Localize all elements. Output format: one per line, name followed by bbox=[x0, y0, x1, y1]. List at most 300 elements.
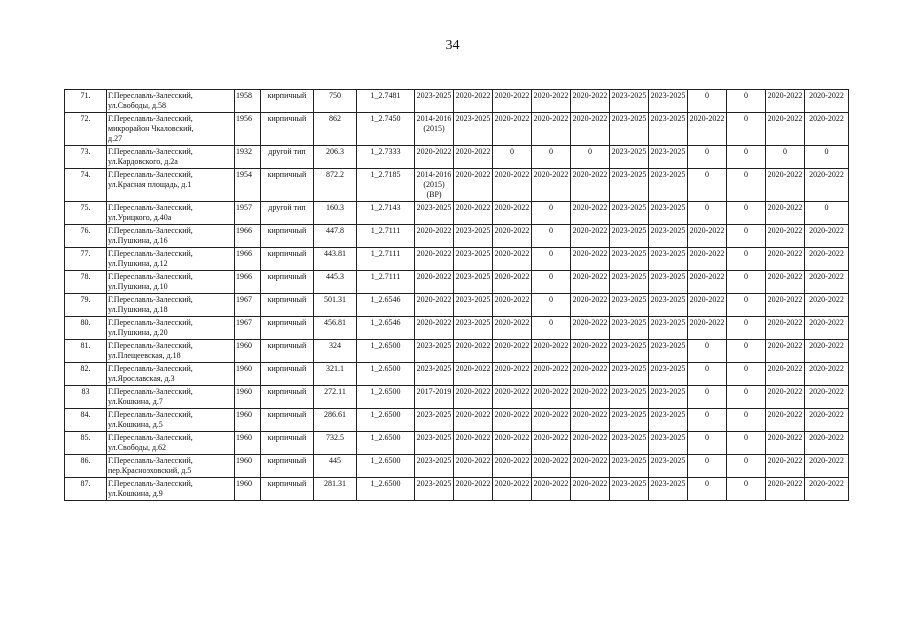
wall-material-cell: кирпичный bbox=[261, 271, 314, 294]
repair-period-cell: 2023-2025 bbox=[454, 248, 493, 271]
repair-period-cell: 0 bbox=[766, 146, 805, 169]
repair-period-cell: 0 bbox=[727, 409, 766, 432]
address-line: Г.Переславль-Залесский, bbox=[108, 91, 193, 100]
address-cell bbox=[107, 271, 235, 294]
repair-period-cell: 2023-2025 bbox=[415, 363, 454, 386]
repair-period-cell: 0 bbox=[532, 202, 571, 225]
repair-period-cell: 2020-2022 bbox=[766, 271, 805, 294]
address-line: ул.Кошкина, д.9 bbox=[108, 489, 163, 498]
build-year-cell: 1966 bbox=[235, 271, 261, 294]
repair-period-cell: 2020-2022 bbox=[493, 248, 532, 271]
row-number-cell: 81. bbox=[65, 340, 107, 363]
area-cell: 445.3 bbox=[314, 271, 357, 294]
repair-period-cell: 0 bbox=[688, 455, 727, 478]
housing-registry-table bbox=[64, 89, 849, 501]
repair-period-cell: 2023-2025 bbox=[454, 317, 493, 340]
repair-period-cell: 2020-2022 bbox=[454, 432, 493, 455]
address-line: Г.Переславль-Залесский, bbox=[108, 170, 193, 179]
table-row bbox=[65, 146, 849, 169]
repair-period-cell: 0 bbox=[688, 202, 727, 225]
repair-period-cell: 0 bbox=[727, 432, 766, 455]
repair-period-cell: 2020-2022 bbox=[493, 225, 532, 248]
address-line: Г.Переславль-Залесский, bbox=[108, 387, 193, 396]
house-code-cell: 1_2.7481 bbox=[357, 90, 415, 113]
repair-period-cell: 2020-2022 bbox=[532, 340, 571, 363]
address-cell bbox=[107, 455, 235, 478]
address-cell bbox=[107, 317, 235, 340]
repair-period-cell: 2020-2022 bbox=[571, 478, 610, 501]
address-cell bbox=[107, 409, 235, 432]
row-number-cell: 87. bbox=[65, 478, 107, 501]
address-line: Г.Переславль-Залесский, bbox=[108, 410, 193, 419]
repair-period-cell: 2023-2025 bbox=[415, 202, 454, 225]
repair-period-cell: 0 bbox=[805, 146, 849, 169]
repair-period-cell: 2023-2025 bbox=[649, 340, 688, 363]
repair-period-cell: 2023-2025 bbox=[649, 363, 688, 386]
repair-period-cell: 2020-2022 bbox=[805, 455, 849, 478]
repair-period-cell: 2023-2025 bbox=[415, 340, 454, 363]
area-cell: 206.3 bbox=[314, 146, 357, 169]
repair-period-cell: 2020-2022 bbox=[532, 432, 571, 455]
repair-period-cell: 0 bbox=[532, 294, 571, 317]
repair-period-cell: 2023-2025 bbox=[415, 478, 454, 501]
repair-period-cell: 2020-2022 bbox=[454, 90, 493, 113]
repair-period-cell: 2023-2025 bbox=[454, 294, 493, 317]
repair-period-cell: 2020-2022 bbox=[493, 409, 532, 432]
repair-period-cell: 2023-2025 bbox=[415, 432, 454, 455]
repair-period-cell: 0 bbox=[727, 317, 766, 340]
repair-period-cell: 0 bbox=[805, 202, 849, 225]
repair-period-cell: 2020-2022 bbox=[805, 478, 849, 501]
build-year-cell: 1960 bbox=[235, 409, 261, 432]
area-cell: 160.3 bbox=[314, 202, 357, 225]
address-line: Г.Переславль-Залесский, bbox=[108, 147, 193, 156]
repair-period-cell: 2020-2022 bbox=[493, 455, 532, 478]
repair-period-cell: 2020-2022 bbox=[415, 271, 454, 294]
repair-period-cell: 2023-2025 bbox=[610, 409, 649, 432]
repair-period-cell: 0 bbox=[688, 432, 727, 455]
repair-period-cell: 0 bbox=[727, 455, 766, 478]
repair-period-cell: 2020-2022 bbox=[571, 113, 610, 146]
repair-period-cell: 2023-2025 bbox=[649, 271, 688, 294]
repair-period-cell: 2020-2022 bbox=[493, 317, 532, 340]
repair-period-cell: 2023-2025 bbox=[454, 225, 493, 248]
repair-period-cell: 2017-2019 bbox=[415, 386, 454, 409]
repair-period-cell: 2020-2022 bbox=[766, 455, 805, 478]
repair-period-cell: 2023-2025 bbox=[610, 90, 649, 113]
repair-period-cell: 0 bbox=[727, 146, 766, 169]
address-line: Г.Переславль-Залесский, bbox=[108, 249, 193, 258]
repair-period-cell: 2020-2022 bbox=[688, 294, 727, 317]
address-cell bbox=[107, 248, 235, 271]
address-line: ул.Кардовского, д.2а bbox=[108, 157, 178, 166]
repair-period-cell: 0 bbox=[493, 146, 532, 169]
wall-material-cell: другой тип bbox=[261, 146, 314, 169]
repair-period-cell: 0 bbox=[688, 90, 727, 113]
repair-period-cell: 2023-2025 bbox=[649, 248, 688, 271]
build-year-cell: 1960 bbox=[235, 432, 261, 455]
house-code-cell: 1_2.6500 bbox=[357, 363, 415, 386]
address-line: Г.Переславль-Залесский, bbox=[108, 295, 193, 304]
row-number-cell: 77. bbox=[65, 248, 107, 271]
repair-period-cell: 2023-2025 bbox=[415, 455, 454, 478]
repair-period-cell: 2020-2022 bbox=[532, 113, 571, 146]
repair-period-cell: 0 bbox=[727, 363, 766, 386]
repair-period-cell: 2020-2022 bbox=[532, 169, 571, 202]
wall-material-cell: другой тип bbox=[261, 202, 314, 225]
repair-period-cell: 2023-2025 bbox=[610, 455, 649, 478]
repair-period-cell: 2020-2022 bbox=[766, 317, 805, 340]
area-cell: 321.1 bbox=[314, 363, 357, 386]
repair-period-cell: 2020-2022 bbox=[571, 248, 610, 271]
repair-period-cell: 2020-2022 bbox=[571, 271, 610, 294]
address-line: ул.Красная площадь, д.1 bbox=[108, 180, 192, 189]
build-year-cell: 1966 bbox=[235, 248, 261, 271]
area-cell: 732.5 bbox=[314, 432, 357, 455]
wall-material-cell: кирпичный bbox=[261, 169, 314, 202]
row-number-cell: 76. bbox=[65, 225, 107, 248]
repair-period-cell: 2020-2022 bbox=[766, 409, 805, 432]
repair-period-cell: 2023-2025 bbox=[649, 294, 688, 317]
build-year-cell: 1967 bbox=[235, 294, 261, 317]
row-number-cell: 84. bbox=[65, 409, 107, 432]
table-row bbox=[65, 294, 849, 317]
address-cell bbox=[107, 363, 235, 386]
repair-period-cell: 2023-2025 bbox=[415, 409, 454, 432]
build-year-cell: 1966 bbox=[235, 225, 261, 248]
wall-material-cell: кирпичный bbox=[261, 478, 314, 501]
repair-period-cell: 0 bbox=[688, 478, 727, 501]
repair-period-cell: 2020-2022 bbox=[766, 202, 805, 225]
build-year-cell: 1960 bbox=[235, 455, 261, 478]
repair-period-cell: 2020-2022 bbox=[415, 248, 454, 271]
repair-period-cell: 2020-2022 bbox=[454, 202, 493, 225]
address-line: ул.Пушкина, д.12 bbox=[108, 259, 168, 268]
repair-period-cell: 2020-2022 bbox=[766, 294, 805, 317]
address-line: Г.Переславль-Залесский, bbox=[108, 226, 193, 235]
area-cell: 324 bbox=[314, 340, 357, 363]
area-cell: 501.31 bbox=[314, 294, 357, 317]
row-number-cell: 83 bbox=[65, 386, 107, 409]
table-row bbox=[65, 271, 849, 294]
repair-period-cell: 2020-2022 bbox=[805, 317, 849, 340]
table-row bbox=[65, 455, 849, 478]
repair-period-cell: 2023-2025 bbox=[649, 225, 688, 248]
area-cell: 750 bbox=[314, 90, 357, 113]
repair-period-cell: 2020-2022 bbox=[688, 271, 727, 294]
row-number-cell: 80. bbox=[65, 317, 107, 340]
repair-period-cell: 0 bbox=[727, 340, 766, 363]
repair-period-cell: 2020-2022 bbox=[571, 90, 610, 113]
row-number-cell: 85. bbox=[65, 432, 107, 455]
repair-period-cell: 2020-2022 bbox=[493, 113, 532, 146]
repair-period-cell: 0 bbox=[532, 248, 571, 271]
table-row bbox=[65, 202, 849, 225]
repair-period-cell: 2023-2025 bbox=[610, 271, 649, 294]
table-row bbox=[65, 386, 849, 409]
address-line: Г.Переславль-Залесский, bbox=[108, 364, 193, 373]
repair-period-cell: 2023-2025 bbox=[610, 113, 649, 146]
repair-period-cell: 0 bbox=[688, 169, 727, 202]
repair-period-cell: 2020-2022 bbox=[571, 317, 610, 340]
repair-period-cell: 2020-2022 bbox=[766, 225, 805, 248]
repair-period-cell: 2023-2025 bbox=[649, 386, 688, 409]
address-line: Г.Переславль-Залесский, bbox=[108, 114, 193, 123]
repair-period-cell: 2020-2022 bbox=[571, 386, 610, 409]
house-code-cell: 1_2.6546 bbox=[357, 317, 415, 340]
repair-period-cell: 2023-2025 bbox=[610, 478, 649, 501]
repair-period-cell: 2020-2022 bbox=[454, 340, 493, 363]
repair-period-cell: 0 bbox=[532, 317, 571, 340]
repair-period-cell: 2023-2025 bbox=[649, 478, 688, 501]
address-cell bbox=[107, 478, 235, 501]
table-row bbox=[65, 340, 849, 363]
house-code-cell: 1_2.6500 bbox=[357, 455, 415, 478]
repair-period-cell: 2023-2025 bbox=[454, 271, 493, 294]
area-cell: 862 bbox=[314, 113, 357, 146]
repair-period-cell: 2023-2025 bbox=[649, 317, 688, 340]
address-line: ул.Урицкого, д.40а bbox=[108, 213, 172, 222]
address-line: ул.Пушкина, д.18 bbox=[108, 305, 168, 314]
repair-period-cell: 0 bbox=[727, 386, 766, 409]
repair-period-cell: 0 bbox=[727, 294, 766, 317]
address-line: ул.Пушкина, д.20 bbox=[108, 328, 168, 337]
address-line: ул.Кошкина, д.5 bbox=[108, 420, 163, 429]
table-row bbox=[65, 248, 849, 271]
build-year-cell: 1956 bbox=[235, 113, 261, 146]
repair-period-cell: 2023-2025 bbox=[649, 90, 688, 113]
repair-period-cell: 2020-2022 bbox=[571, 225, 610, 248]
repair-period-cell: 2023-2025 bbox=[610, 248, 649, 271]
repair-period-cell: 2020-2022 bbox=[454, 363, 493, 386]
repair-period-cell: 2020-2022 bbox=[571, 202, 610, 225]
repair-period-cell: 2020-2022 bbox=[454, 409, 493, 432]
area-cell: 272.11 bbox=[314, 386, 357, 409]
address-line: Г.Переславль-Залесский, bbox=[108, 456, 193, 465]
repair-period-cell: 0 bbox=[688, 363, 727, 386]
repair-period-cell: 0 bbox=[727, 90, 766, 113]
house-code-cell: 1_2.7111 bbox=[357, 248, 415, 271]
repair-period-cell: 2020-2022 bbox=[805, 271, 849, 294]
repair-period-cell: 2023-2025 bbox=[610, 432, 649, 455]
repair-period-cell: 2020-2022 bbox=[454, 478, 493, 501]
repair-period-cell: 2023-2025 bbox=[610, 340, 649, 363]
repair-period-cell: 0 bbox=[532, 225, 571, 248]
repair-period-cell: 2020-2022 bbox=[532, 386, 571, 409]
house-code-cell: 1_2.7111 bbox=[357, 271, 415, 294]
repair-period-cell: 2020-2022 bbox=[571, 455, 610, 478]
address-line: ул.Плещеевская, д.18 bbox=[108, 351, 181, 360]
address-line: ул.Ярославская, д.3 bbox=[108, 374, 175, 383]
repair-period-cell: 0 bbox=[532, 146, 571, 169]
house-code-cell: 1_2.6500 bbox=[357, 340, 415, 363]
table-row bbox=[65, 90, 849, 113]
table-row bbox=[65, 317, 849, 340]
table-row bbox=[65, 363, 849, 386]
repair-period-cell: 2020-2022 bbox=[688, 225, 727, 248]
address-cell bbox=[107, 169, 235, 202]
repair-period-cell: 2020-2022 bbox=[493, 169, 532, 202]
repair-period-cell: 2020-2022 bbox=[688, 248, 727, 271]
row-number-cell: 78. bbox=[65, 271, 107, 294]
build-year-cell: 1967 bbox=[235, 317, 261, 340]
repair-period-cell: 0 bbox=[688, 146, 727, 169]
wall-material-cell: кирпичный bbox=[261, 225, 314, 248]
build-year-cell: 1960 bbox=[235, 478, 261, 501]
table-row bbox=[65, 478, 849, 501]
row-number-cell: 86. bbox=[65, 455, 107, 478]
build-year-cell: 1954 bbox=[235, 169, 261, 202]
repair-period-cell: 0 bbox=[727, 478, 766, 501]
table-row bbox=[65, 113, 849, 146]
table-row bbox=[65, 169, 849, 202]
repair-period-cell: 2020-2022 bbox=[532, 363, 571, 386]
row-number-cell: 73. bbox=[65, 146, 107, 169]
repair-period-cell: 2023-2025 bbox=[649, 169, 688, 202]
build-year-cell: 1960 bbox=[235, 363, 261, 386]
build-year-cell: 1957 bbox=[235, 202, 261, 225]
address-line: ул.Свободы, д.58 bbox=[108, 101, 167, 110]
repair-period-cell: 2020-2022 bbox=[766, 478, 805, 501]
table-body bbox=[65, 90, 849, 501]
repair-period-cell: 2020-2022 bbox=[805, 225, 849, 248]
address-line: ул.Пушкина, д.10 bbox=[108, 282, 168, 291]
page-number: 34 bbox=[445, 38, 460, 53]
address-line: Г.Переславль-Залесский, bbox=[108, 479, 193, 488]
repair-period-cell: 2020-2022 bbox=[805, 113, 849, 146]
address-line: Г.Переславль-Залесский, bbox=[108, 433, 193, 442]
address-cell bbox=[107, 225, 235, 248]
address-line: ул.Кошкина, д.7 bbox=[108, 397, 163, 406]
repair-period-cell: 2020-2022 bbox=[766, 340, 805, 363]
repair-period-cell: 0 bbox=[727, 169, 766, 202]
repair-period-cell: 2023-2025 bbox=[649, 146, 688, 169]
build-year-cell: 1932 bbox=[235, 146, 261, 169]
repair-period-cell: 2023-2025 bbox=[649, 432, 688, 455]
house-code-cell: 1_2.6500 bbox=[357, 432, 415, 455]
wall-material-cell: кирпичный bbox=[261, 432, 314, 455]
repair-period-cell: 2020-2022 bbox=[805, 248, 849, 271]
area-cell: 872.2 bbox=[314, 169, 357, 202]
repair-period-cell: 2020-2022 bbox=[415, 317, 454, 340]
repair-period-cell: 2020-2022 bbox=[415, 294, 454, 317]
repair-period-cell: 0 bbox=[727, 271, 766, 294]
build-year-cell: 1960 bbox=[235, 340, 261, 363]
repair-period-cell: 2020-2022 bbox=[532, 455, 571, 478]
repair-period-cell: 2020-2022 bbox=[805, 169, 849, 202]
repair-period-cell: 0 bbox=[727, 202, 766, 225]
wall-material-cell: кирпичный bbox=[261, 294, 314, 317]
repair-period-cell: 2020-2022 bbox=[688, 317, 727, 340]
repair-period-cell: 2023-2025 bbox=[610, 225, 649, 248]
repair-period-cell: 2020-2022 bbox=[493, 271, 532, 294]
repair-period-cell: 2023-2025 bbox=[610, 363, 649, 386]
repair-period-cell: 2023-2025 bbox=[649, 409, 688, 432]
repair-period-cell: 2020-2022 bbox=[454, 455, 493, 478]
repair-period-cell: 2023-2025 bbox=[649, 202, 688, 225]
repair-period-cell: 2020-2022 bbox=[454, 146, 493, 169]
area-cell: 445 bbox=[314, 455, 357, 478]
area-cell: 456.81 bbox=[314, 317, 357, 340]
repair-period-cell: 2020-2022 bbox=[766, 386, 805, 409]
row-number-cell: 71. bbox=[65, 90, 107, 113]
row-number-cell: 75. bbox=[65, 202, 107, 225]
address-line: Г.Переславль-Залесский, bbox=[108, 203, 193, 212]
repair-period-cell: 2020-2022 bbox=[805, 340, 849, 363]
repair-period-cell: 2020-2022 bbox=[532, 478, 571, 501]
repair-period-cell: 2020-2022 bbox=[571, 169, 610, 202]
address-cell bbox=[107, 340, 235, 363]
repair-period-cell: 2023-2025 bbox=[649, 455, 688, 478]
repair-period-cell: 2023-2025 bbox=[610, 146, 649, 169]
house-code-cell: 1_2.7333 bbox=[357, 146, 415, 169]
wall-material-cell: кирпичный bbox=[261, 455, 314, 478]
repair-period-cell: 2020-2022 bbox=[532, 90, 571, 113]
repair-period-cell: 2020-2022 bbox=[805, 294, 849, 317]
address-cell bbox=[107, 432, 235, 455]
repair-period-cell: 2020-2022 bbox=[571, 409, 610, 432]
repair-period-cell: 2020-2022 bbox=[805, 432, 849, 455]
repair-period-cell: 2020-2022 bbox=[493, 432, 532, 455]
house-code-cell: 1_2.7450 bbox=[357, 113, 415, 146]
repair-period-cell: 2023-2025 bbox=[415, 90, 454, 113]
repair-period-cell: 2020-2022 bbox=[454, 386, 493, 409]
house-code-cell: 1_2.7185 bbox=[357, 169, 415, 202]
repair-period-cell: 2020-2022 bbox=[766, 113, 805, 146]
address-line: Г.Переславль-Залесский, bbox=[108, 272, 193, 281]
repair-period-cell: 2020-2022 bbox=[571, 432, 610, 455]
address-line: ул.Пушкина, д.16 bbox=[108, 236, 168, 245]
wall-material-cell: кирпичный bbox=[261, 113, 314, 146]
wall-material-cell: кирпичный bbox=[261, 317, 314, 340]
address-line: пер.Красноэховский, д.5 bbox=[108, 466, 192, 475]
repair-period-cell: 2020-2022 bbox=[415, 225, 454, 248]
repair-period-cell: 2023-2025 bbox=[610, 202, 649, 225]
address-cell bbox=[107, 113, 235, 146]
repair-period-cell: 2020-2022 bbox=[571, 340, 610, 363]
repair-period-cell: 0 bbox=[688, 340, 727, 363]
repair-period-cell: 2023-2025 bbox=[649, 113, 688, 146]
repair-period-cell: 2020-2022 bbox=[805, 90, 849, 113]
wall-material-cell: кирпичный bbox=[261, 340, 314, 363]
row-number-cell: 72. bbox=[65, 113, 107, 146]
repair-period-cell: 2023-2025 bbox=[610, 386, 649, 409]
build-year-cell: 1960 bbox=[235, 386, 261, 409]
repair-period-cell: 0 bbox=[688, 386, 727, 409]
table-row bbox=[65, 225, 849, 248]
area-cell: 286.61 bbox=[314, 409, 357, 432]
wall-material-cell: кирпичный bbox=[261, 409, 314, 432]
wall-material-cell: кирпичный bbox=[261, 90, 314, 113]
wall-material-cell: кирпичный bbox=[261, 386, 314, 409]
repair-period-cell: 2020-2022 bbox=[805, 409, 849, 432]
repair-period-cell: 2023-2025 bbox=[610, 317, 649, 340]
house-code-cell: 1_2.6500 bbox=[357, 386, 415, 409]
repair-period-cell: 0 bbox=[532, 271, 571, 294]
repair-period-cell: 2014-2016 (2015) bbox=[415, 113, 454, 146]
repair-period-cell: 2020-2022 bbox=[493, 202, 532, 225]
repair-period-cell: 2020-2022 bbox=[493, 90, 532, 113]
address-cell bbox=[107, 294, 235, 317]
repair-period-cell: 2023-2025 bbox=[610, 294, 649, 317]
address-cell bbox=[107, 146, 235, 169]
table-row bbox=[65, 409, 849, 432]
wall-material-cell: кирпичный bbox=[261, 248, 314, 271]
repair-period-cell: 2020-2022 bbox=[766, 363, 805, 386]
address-cell bbox=[107, 202, 235, 225]
repair-period-cell: 2020-2022 bbox=[571, 363, 610, 386]
row-number-cell: 82. bbox=[65, 363, 107, 386]
